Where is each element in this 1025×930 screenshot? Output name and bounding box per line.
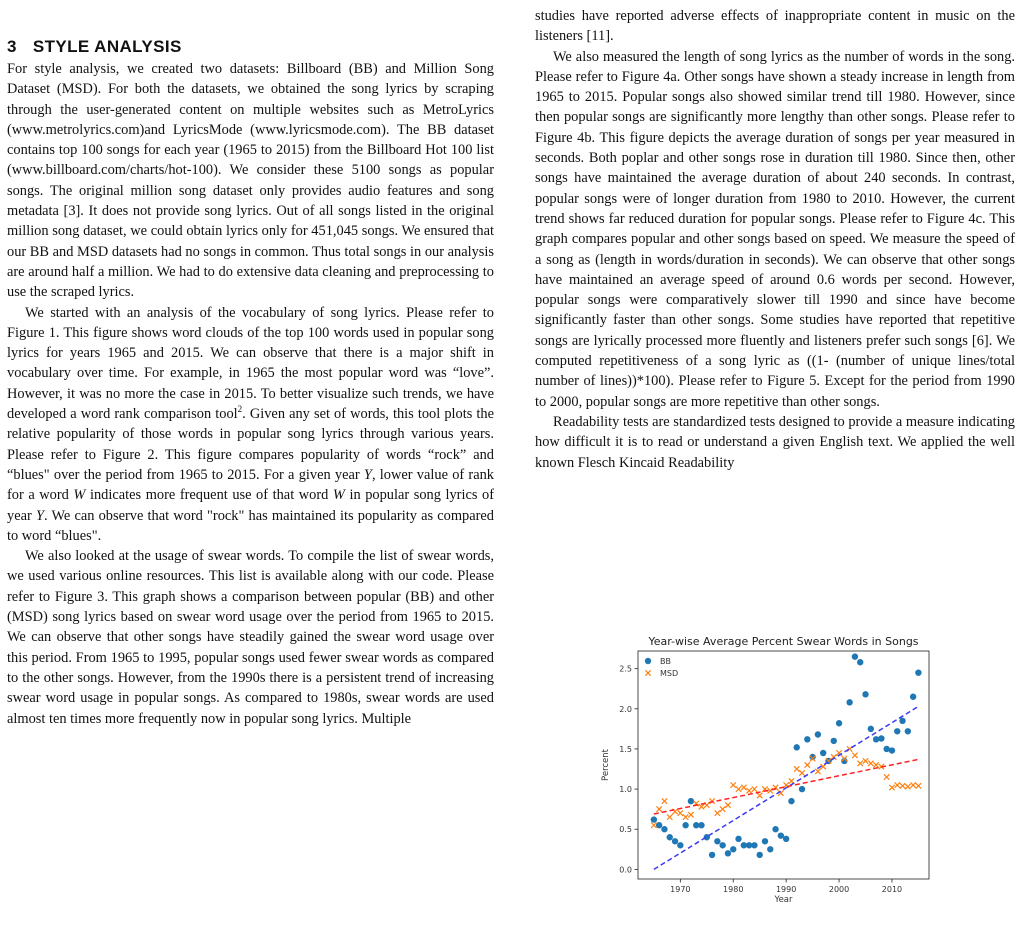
data-point-msd	[910, 782, 915, 787]
y-tick-label: 1.5	[619, 744, 632, 754]
paragraph-readability: Readability tests are standardized tests designed to provide a measure indicating how difficult it is to read or understand a given English text. We applied the well known Flesch Kincaid Readability	[535, 413, 1015, 471]
data-point-msd	[805, 762, 810, 767]
data-point-msd	[858, 761, 863, 766]
paragraph-length-duration-speed: We also measured the length of song lyrics as the number of words in the song. Please refer to Figure 4a. Other songs have shown a steady increase in length from 1965 to 2015. Popular songs also showed similar trend till 1980. However, since then popular songs are significantly more lengthy than other songs. Please refer to Figure 4b. This figure depicts the average duration of songs per year measured in seconds. Both poplar and other songs rose in duration till 1980. Since then, other songs have maintained the average duration of about 240 seconds. In contrast, popular songs were of longer duration from 1980 to 2010. However, the current trend shows far reduced duration for popular songs. Please refer to Figure 4c. This graph compares popular and other songs based on speed. We measure the speed of a song as (length in words/duration in seconds). We can observe that other songs have maintained an average speed of around 0.6 words per second. However, popular songs were comparatively slower till 1990 and since have become significantly faster than other songs. Some studies have reported that repetitive songs are lyrically processed more fluently and listeners prefer such songs [6]. We computed repetitiveness of a song lyric as ((1- (number of unique lines/total number of lines))*100). Please refer to Figure 5. Except for the period from 1990 to 2000, popular songs are more repetitive than other songs.	[535, 48, 1015, 410]
data-point-bb	[709, 852, 715, 858]
data-point-msd	[852, 753, 857, 758]
data-point-bb	[862, 691, 868, 697]
y-tick-label: 1.0	[619, 785, 632, 795]
legend-marker-msd	[645, 670, 650, 675]
paragraph-continued: studies have reported adverse effects of inappropriate content in music on the listeners [11].	[535, 8, 1015, 45]
data-point-msd	[731, 782, 736, 787]
paragraph-swear-words: We also looked at the usage of swear words. To compile the list of swear words, we used various online resources. This list is available along with our code. Please refer to Figure 3. This graph shows a comparison between popular (BB) and other (MSD) song lyrics based on swear word usage over the period from 1965 to 2015. We can observe that other songs have steadily gained the swear word usage over this period. From 1965 to 1995, popular songs used fewer swear words as compared to the other songs. However, from the 1990s there is a persistent trend of increasing swear word usage in popular songs. As compared to 1980s, swear words are used almost ten times more frequently now in popular song lyrics. Multiple	[7, 548, 494, 727]
data-point-msd	[651, 823, 656, 828]
data-point-msd	[720, 806, 725, 811]
data-point-msd	[662, 798, 667, 803]
section-title: STYLE ANALYSIS	[32, 37, 182, 56]
paragraph-vocabulary: We started with an analysis of the vocabulary of song lyrics. Please refer to Figure 1. This figure shows word clouds of the top 100 words used in popular song lyrics for years 1965 and 2015. We can observe that there is a major shift in vocabulary over time. For example, in 1965 the most popular word was “love”. However, it was no more the case in 2015. To better visualize such trends, we have developed a word rank comparison tool$^2$. Given any set of words, this tool plots the relative popularity of those words in popular song lyrics through various years. Please refer to Figure 2. This figure compares popularity of words “rock” and “blues" over the period from 1965 to 2015. For a given year Y, lower value of rank for a word W indicates more frequent use of that word W in popular song lyrics of year Y. We can observe that word "rock" has maintained its popularity as compared to word “blues".	[7, 304, 495, 544]
data-point-bb	[661, 826, 667, 832]
data-point-msd	[905, 784, 910, 789]
data-point-bb	[725, 850, 731, 856]
data-point-bb	[894, 728, 900, 734]
data-point-bb	[878, 735, 884, 741]
data-point-bb	[868, 726, 874, 732]
x-tick-label: 2000	[828, 885, 850, 894]
legend-marker-bb	[645, 658, 651, 664]
data-point-bb	[857, 659, 863, 665]
data-point-bb	[783, 836, 789, 842]
data-point-bb	[915, 669, 921, 675]
data-point-bb	[778, 832, 784, 838]
data-point-bb	[899, 718, 905, 724]
data-point-bb	[714, 838, 720, 844]
data-point-msd	[683, 814, 688, 819]
data-point-msd	[916, 783, 921, 788]
y-tick-label: 2.0	[619, 704, 632, 714]
data-point-bb	[688, 798, 694, 804]
data-point-bb	[751, 842, 757, 848]
x-axis-label: Year	[774, 895, 793, 905]
data-point-msd	[667, 814, 672, 819]
data-point-msd	[678, 810, 683, 815]
data-point-bb	[735, 836, 741, 842]
legend-label-bb: BB	[660, 657, 671, 666]
section-number: 3	[7, 37, 17, 56]
data-point-bb	[730, 846, 736, 852]
data-point-bb	[804, 736, 810, 742]
data-point-msd	[884, 774, 889, 779]
data-point-bb	[889, 747, 895, 753]
data-point-bb	[672, 838, 678, 844]
data-point-msd	[656, 806, 661, 811]
data-point-bb	[831, 738, 837, 744]
data-point-msd	[725, 802, 730, 807]
data-point-bb	[788, 798, 794, 804]
data-point-bb	[815, 731, 821, 737]
data-point-bb	[836, 720, 842, 726]
data-point-bb	[794, 744, 800, 750]
data-point-bb	[910, 694, 916, 700]
footnote-marker: 2	[237, 404, 243, 415]
data-point-msd	[688, 812, 693, 817]
data-point-msd	[889, 785, 894, 790]
data-point-bb	[756, 852, 762, 858]
data-point-msd	[868, 761, 873, 766]
paragraph-datasets: For style analysis, we created two datasets: Billboard (BB) and Million Song Dataset (MSD). For both the datasets, we obtained the song lyrics by scraping through the user-generated content on multiple websites such as MetroLyrics (www.metrolyrics.com)and LyricsMode (www.lyricsmode.com). The BB dataset contains top 100 songs for each year (1965 to 2015) from the Billboard Hot 100 list (www.billboard.com/charts/hot-100). We consider these 5100 songs as popular songs. The original million song dataset only provides audio features and song metadata [3]. It does not provide song lyrics. Out of all songs listed in the original million song dataset, we could obtain lyrics only for 451,045 songs. We ensured that our BB and MSD datasets had no songs in common. Thus total songs in our analysis are around half a million. We had to do extensive data cleaning and preprocessing to use the scraped lyrics.	[7, 61, 494, 301]
y-tick-label: 0.5	[619, 825, 632, 835]
data-point-msd	[715, 810, 720, 815]
data-point-bb	[719, 842, 725, 848]
data-point-bb	[846, 699, 852, 705]
data-point-bb	[767, 846, 773, 852]
data-point-bb	[799, 786, 805, 792]
data-point-msd	[794, 766, 799, 771]
right-column	[535, 6, 1015, 473]
data-point-msd	[900, 783, 905, 788]
data-point-bb	[762, 838, 768, 844]
data-point-msd	[757, 793, 762, 798]
legend-label-msd: MSD	[660, 669, 679, 678]
y-axis-label: Percent	[601, 749, 611, 781]
trend-line-bb	[654, 706, 919, 869]
data-point-bb	[677, 842, 683, 848]
x-tick-label: 1970	[670, 885, 691, 894]
y-tick-label: 2.5	[619, 664, 632, 674]
y-tick-label: 0.0	[619, 865, 632, 875]
data-point-msd	[815, 769, 820, 774]
data-point-msd	[799, 770, 804, 775]
data-point-msd	[895, 782, 900, 787]
x-tick-label: 1980	[723, 885, 744, 894]
data-point-msd	[873, 762, 878, 767]
data-point-bb	[667, 834, 673, 840]
data-point-msd	[863, 758, 868, 763]
scatter-chart	[594, 633, 934, 928]
left-column	[7, 36, 494, 729]
figure-swear-words-chart	[594, 633, 934, 928]
data-point-msd	[741, 785, 746, 790]
x-tick-label: 2010	[881, 885, 903, 894]
data-point-msd	[752, 786, 757, 791]
data-point-bb	[905, 728, 911, 734]
x-tick-label: 1990	[775, 885, 797, 894]
data-point-bb	[651, 816, 657, 822]
data-point-bb	[698, 822, 704, 828]
chart-title: Year-wise Average Percent Swear Words in Songs	[648, 635, 919, 648]
data-point-bb	[820, 750, 826, 756]
data-point-msd	[746, 788, 751, 793]
data-point-bb	[772, 826, 778, 832]
data-point-msd	[736, 786, 741, 791]
data-point-bb	[682, 822, 688, 828]
data-point-bb	[852, 653, 858, 659]
section-heading	[7, 36, 494, 58]
